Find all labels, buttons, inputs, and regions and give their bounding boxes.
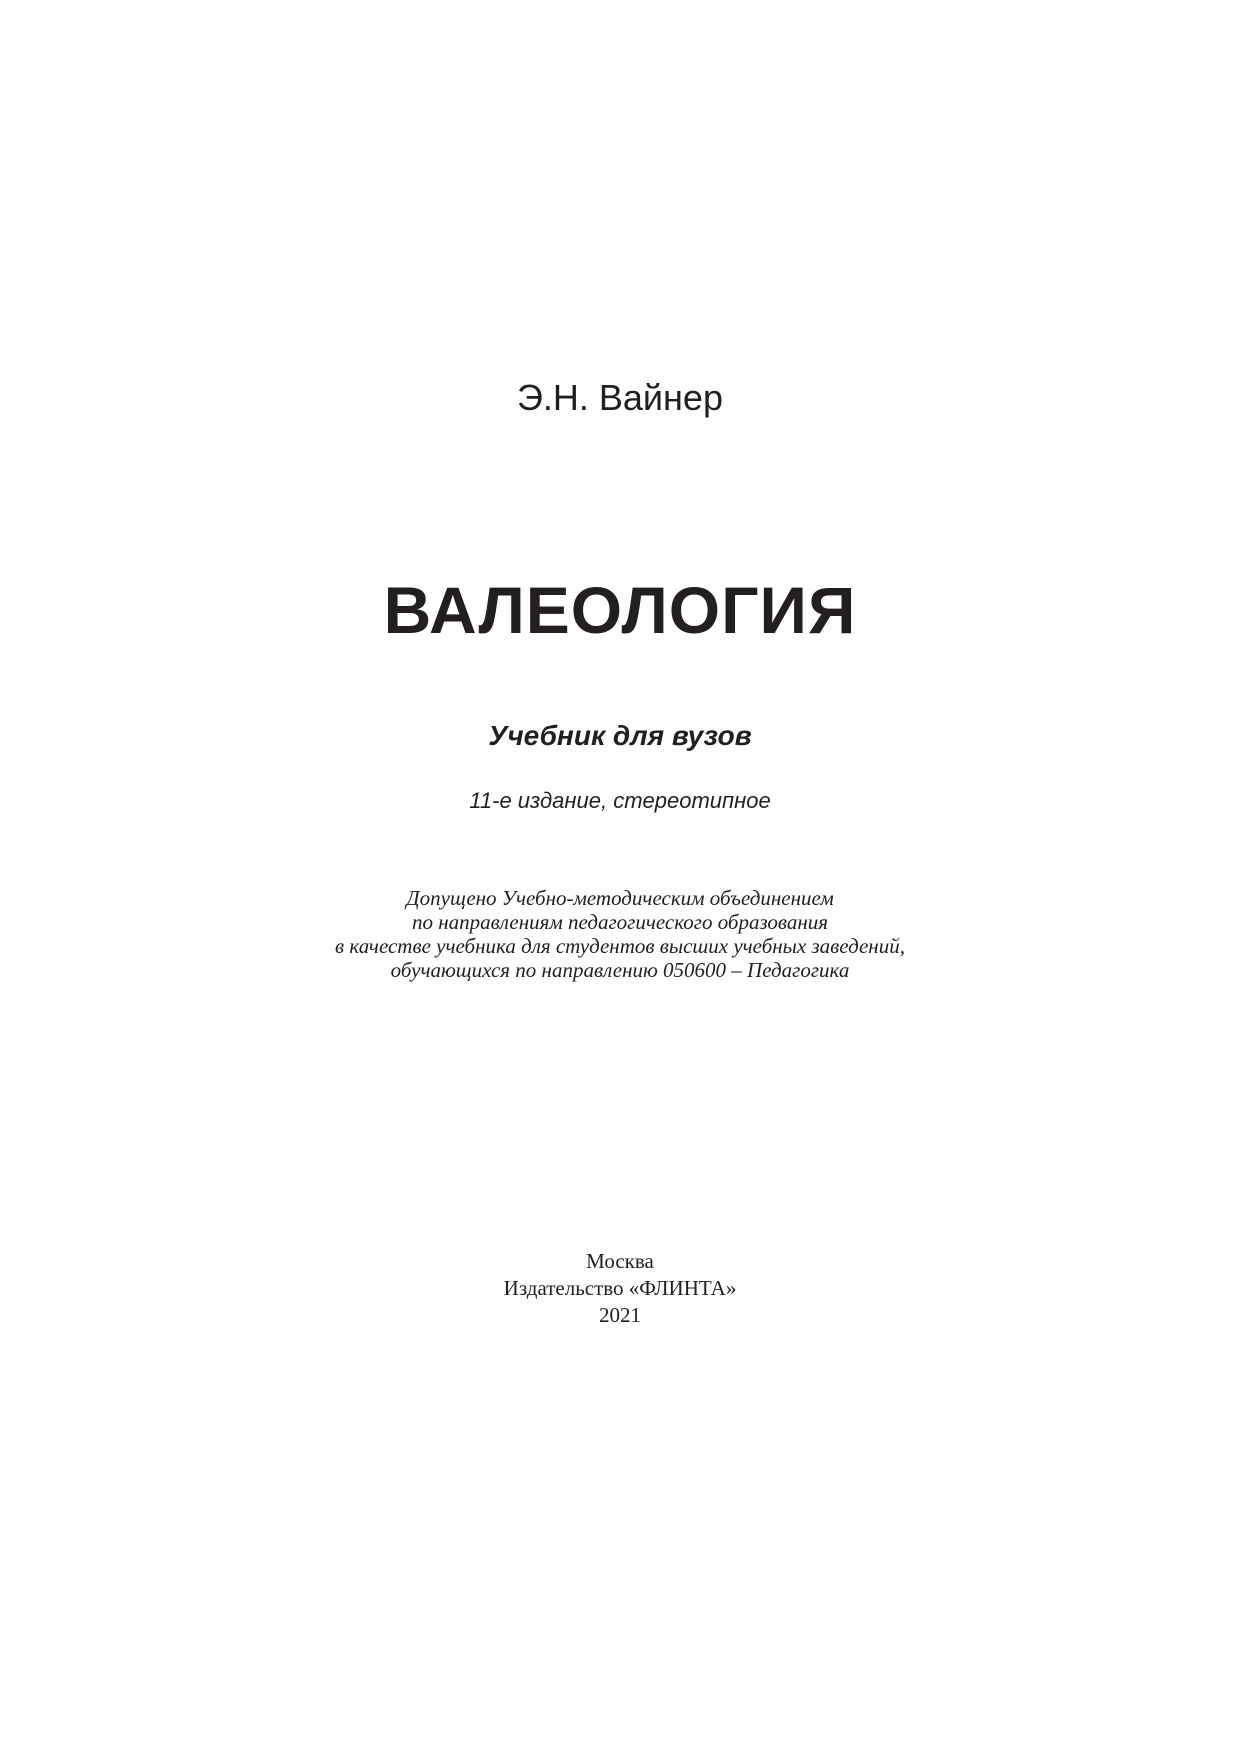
book-subtitle: Учебник для вузов <box>488 720 752 751</box>
approval-line: Допущено Учебно-методическим объединением <box>406 886 834 910</box>
approval-statement <box>0 886 1240 982</box>
approval-line: обучающихся по направлению 050600 – Педагогика <box>390 958 850 982</box>
imprint-city: Москва <box>586 1249 654 1273</box>
edition-note: 11-е издание, стереотипное <box>469 788 771 813</box>
book-title: ВАЛЕОЛОГИЯ <box>383 573 857 647</box>
imprint-publisher: Издательство «ФЛИНТА» <box>503 1276 737 1300</box>
approval-line: по направлениям педагогического образования <box>411 910 829 934</box>
author-name: Э.Н. Вайнер <box>517 377 723 418</box>
imprint-year: 2021 <box>599 1303 641 1327</box>
approval-line: в качестве учебника для студентов высших учебных заведений, <box>335 934 905 958</box>
publisher-imprint <box>0 1248 1240 1329</box>
